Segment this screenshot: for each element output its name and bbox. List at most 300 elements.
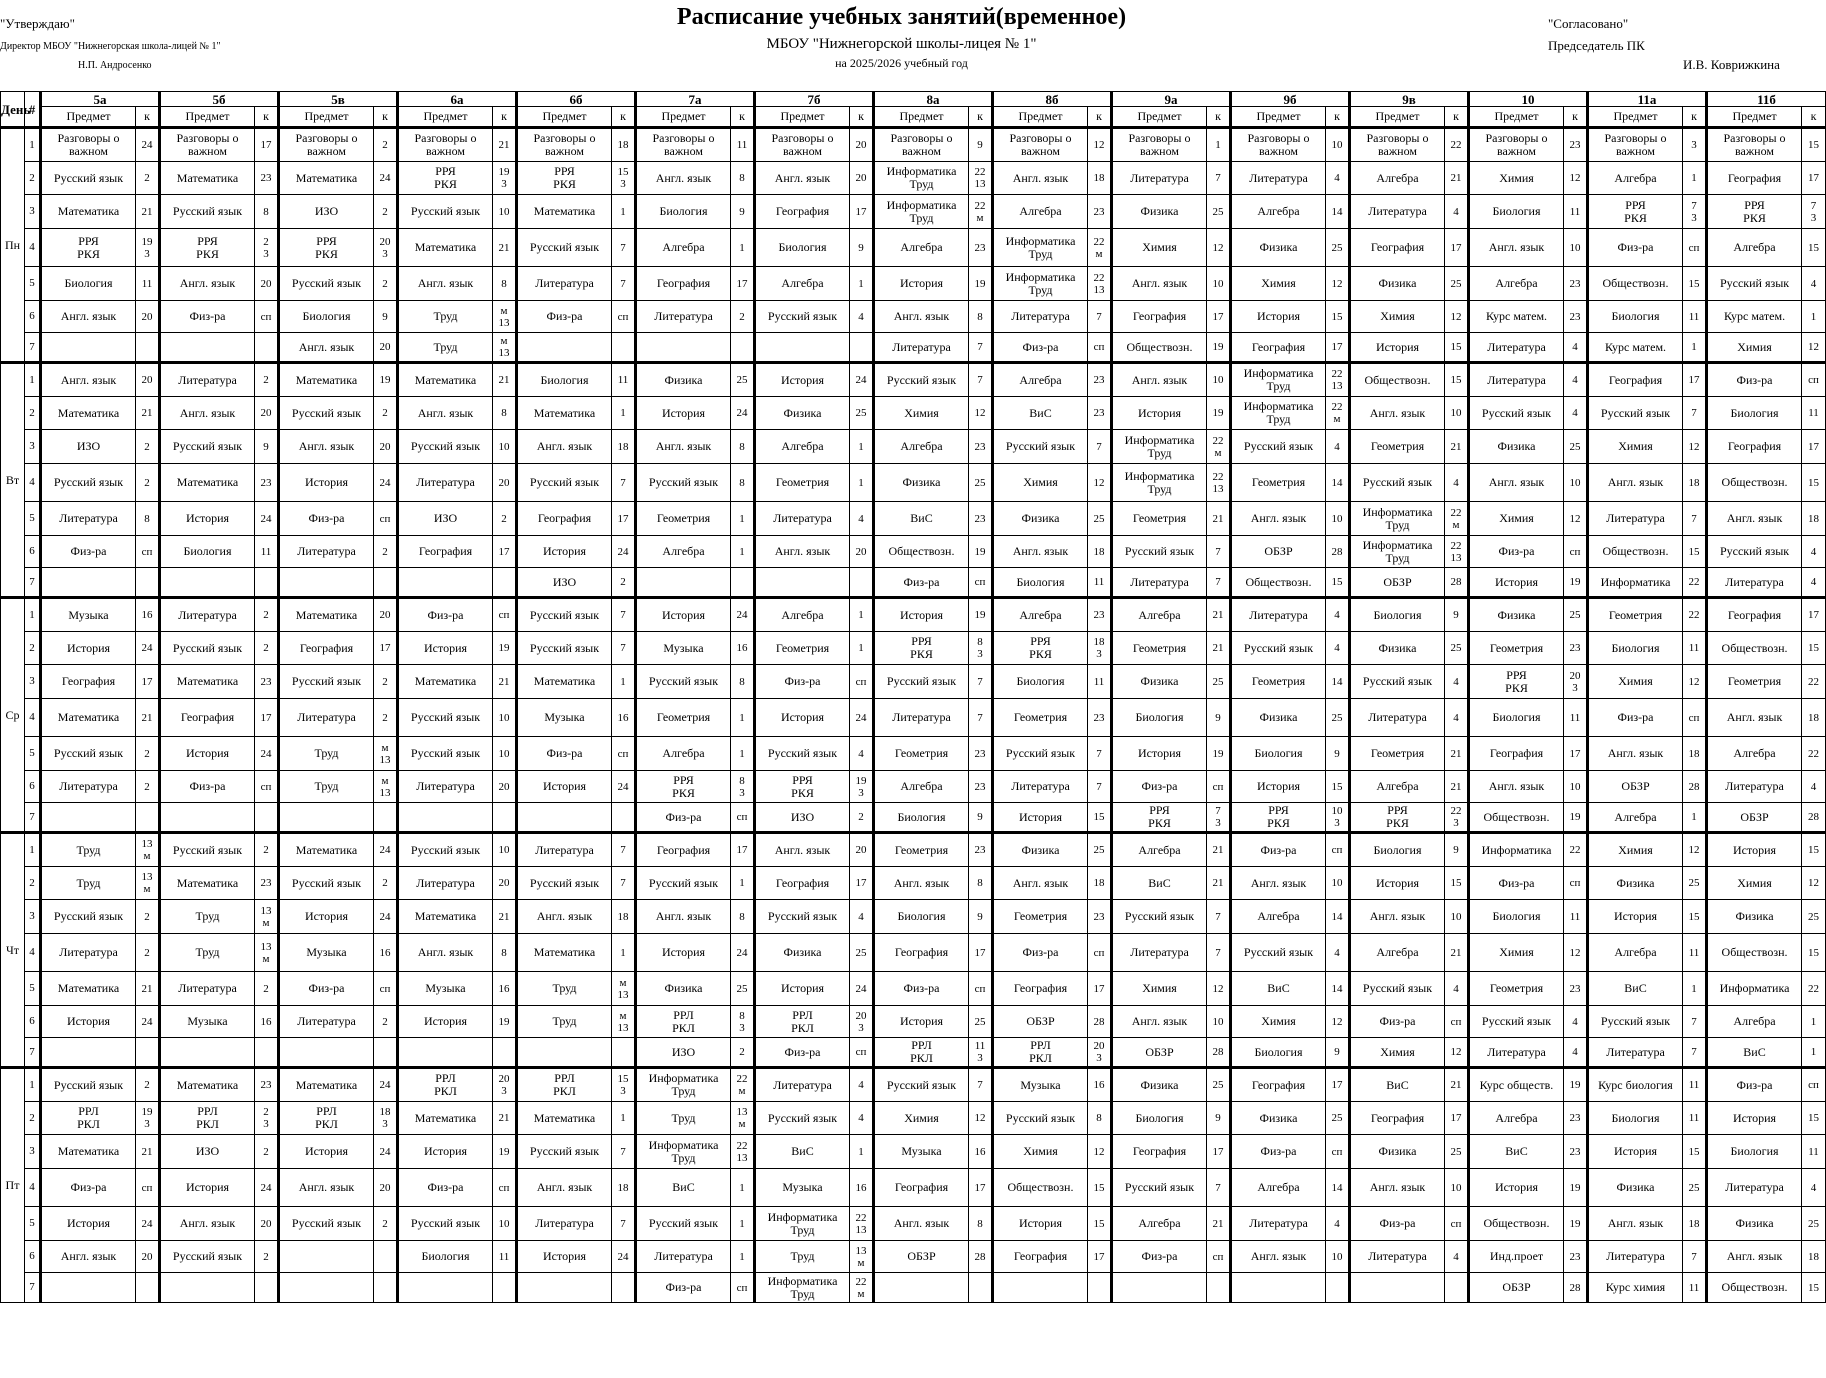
subject-cell: Химия [993, 1135, 1088, 1169]
subject-cell: Химия [874, 397, 969, 430]
subject-cell: Обществозн. [1588, 267, 1683, 301]
room-cell: 13 м [731, 1102, 755, 1135]
room-cell: 17 [255, 128, 279, 162]
room-cell: 25 [1326, 229, 1350, 267]
room-cell: 17 [1445, 229, 1469, 267]
subject-cell: Обществозн. [1112, 333, 1207, 363]
subject-cell: Труд [517, 1006, 612, 1038]
subject-cell: Физ-ра [398, 598, 493, 632]
room-cell: 1 [731, 737, 755, 771]
room-cell: 15 [1088, 1169, 1112, 1207]
room-cell: 22 13 [731, 1135, 755, 1169]
room-cell: м 13 [374, 771, 398, 803]
subject-cell: Алгебра [636, 737, 731, 771]
room-cell: 8 [493, 397, 517, 430]
room-cell: 18 [612, 900, 636, 934]
subject-cell: Англ. язык [279, 333, 374, 363]
room-cell: 20 3 [1088, 1038, 1112, 1068]
subject-cell: РРЯ РКЯ [398, 162, 493, 195]
room-cell: 22 м [850, 1273, 874, 1303]
subject-cell: Обществозн. [1350, 363, 1445, 397]
room-cell: 7 [1207, 934, 1231, 972]
subject-column-header: Предмет [1707, 107, 1802, 128]
subject-cell: ВиС [1588, 972, 1683, 1006]
room-cell: 12 [1207, 972, 1231, 1006]
subject-cell: Физика [636, 363, 731, 397]
subject-cell: ВиС [755, 1135, 850, 1169]
room-cell: 8 [731, 665, 755, 699]
subject-cell: Литература [279, 1006, 374, 1038]
room-cell [493, 1273, 517, 1303]
subject-cell: Алгебра [1707, 229, 1802, 267]
room-cell: 22 13 [969, 162, 993, 195]
room-cell: 18 [612, 1169, 636, 1207]
room-cell: 11 3 [969, 1038, 993, 1068]
subject-cell: РРЛ РКЛ [755, 1006, 850, 1038]
subject-cell: Физика [993, 502, 1088, 536]
room-cell: 20 [255, 267, 279, 301]
subject-cell: Математика [41, 1135, 136, 1169]
room-cell: 17 [1088, 1241, 1112, 1273]
room-cell: 21 [136, 397, 160, 430]
subject-cell: Англ. язык [398, 397, 493, 430]
subject-cell: Алгебра [1350, 771, 1445, 803]
subject-cell: РРЛ РКЛ [993, 1038, 1088, 1068]
subject-cell [41, 1273, 136, 1303]
room-cell: 21 [1207, 502, 1231, 536]
room-cell: 4 [1326, 162, 1350, 195]
room-cell: 21 [493, 128, 517, 162]
subject-cell: География [1350, 1102, 1445, 1135]
lesson-number: 4 [25, 934, 41, 972]
subject-cell: Труд [636, 1102, 731, 1135]
subject-cell: Геометрия [993, 699, 1088, 737]
subject-cell: Разговоры о важном [1588, 128, 1683, 162]
room-cell: 21 [1445, 934, 1469, 972]
subject-cell: Физ-ра [755, 1038, 850, 1068]
lesson-number: 4 [25, 464, 41, 502]
subject-cell: Обществозн. [1707, 464, 1802, 502]
room-cell: 25 [1564, 430, 1588, 464]
subject-cell: Биология [755, 229, 850, 267]
subject-cell: Труд [279, 737, 374, 771]
room-cell: 10 [1445, 397, 1469, 430]
room-cell: 22 м [1207, 430, 1231, 464]
subject-cell: Англ. язык [1112, 267, 1207, 301]
subject-cell: Химия [993, 464, 1088, 502]
room-cell: 12 [969, 397, 993, 430]
room-cell: 21 [1207, 598, 1231, 632]
subject-cell: РРЛ РКЛ [874, 1038, 969, 1068]
room-cell: 11 [612, 363, 636, 397]
room-cell: сп [374, 972, 398, 1006]
room-cell: 23 [255, 162, 279, 195]
room-cell: 18 [1802, 699, 1826, 737]
subject-cell: Разговоры о важном [517, 128, 612, 162]
room-cell: 13 м [136, 833, 160, 867]
subject-cell: История [1350, 867, 1445, 900]
room-cell: 8 [1088, 1102, 1112, 1135]
room-cell: 25 [1207, 665, 1231, 699]
subject-cell: Труд [41, 833, 136, 867]
room-cell: сп [255, 301, 279, 333]
room-cell [374, 803, 398, 833]
room-cell: 13 м [255, 900, 279, 934]
subject-cell: Литература [1469, 333, 1564, 363]
subject-cell: История [993, 803, 1088, 833]
room-cell: 2 [374, 267, 398, 301]
subject-cell: Труд [755, 1241, 850, 1273]
room-cell: 18 [1088, 536, 1112, 568]
room-cell: 17 [612, 502, 636, 536]
room-cell: 7 [612, 833, 636, 867]
room-cell: 2 [850, 803, 874, 833]
subject-cell: ОБЗР [874, 1241, 969, 1273]
subject-cell: Русский язык [1469, 1006, 1564, 1038]
subject-cell [1112, 1273, 1207, 1303]
room-cell: 28 [969, 1241, 993, 1273]
room-cell: 12 [1802, 867, 1826, 900]
room-cell: 18 3 [374, 1102, 398, 1135]
subject-cell: Труд [517, 972, 612, 1006]
subject-cell: РРЯ РКЯ [874, 632, 969, 665]
subject-cell: ИЗО [755, 803, 850, 833]
room-cell: 15 [1802, 229, 1826, 267]
subject-cell: Физ-ра [1231, 1135, 1326, 1169]
room-cell: 22 [1445, 128, 1469, 162]
room-cell: 28 [1564, 1273, 1588, 1303]
room-cell: 7 3 [1683, 195, 1707, 229]
subject-cell: Математика [41, 699, 136, 737]
room-cell: 4 [1802, 568, 1826, 598]
room-cell: 19 [1207, 397, 1231, 430]
room-cell: 20 [850, 128, 874, 162]
lesson-number: 2 [25, 867, 41, 900]
room-cell: 2 [374, 1006, 398, 1038]
subject-cell: Музыка [160, 1006, 255, 1038]
room-cell: 10 3 [1326, 803, 1350, 833]
subject-cell: История [160, 737, 255, 771]
room-cell: 19 [969, 598, 993, 632]
subject-cell: Русский язык [41, 464, 136, 502]
room-cell: 7 [1683, 1006, 1707, 1038]
room-column-header: к [1683, 107, 1707, 128]
room-cell: 19 3 [850, 771, 874, 803]
subject-cell: Биология [993, 665, 1088, 699]
room-cell: 24 [255, 1169, 279, 1207]
subject-cell: Музыка [993, 1068, 1088, 1102]
room-cell: 4 [1564, 333, 1588, 363]
subject-cell: География [874, 1169, 969, 1207]
room-cell: 20 3 [493, 1068, 517, 1102]
room-column-header: к [255, 107, 279, 128]
room-cell: 17 [1802, 162, 1826, 195]
subject-cell: История [41, 1207, 136, 1241]
room-cell: 18 [1683, 464, 1707, 502]
subject-cell: Информатика Труд [1350, 502, 1445, 536]
room-cell: 20 3 [374, 229, 398, 267]
subject-cell: Русский язык [1588, 397, 1683, 430]
room-cell: 2 [136, 1068, 160, 1102]
subject-cell: Химия [1469, 934, 1564, 972]
subject-cell: Химия [1231, 1006, 1326, 1038]
room-cell: 23 [255, 867, 279, 900]
subject-cell: Русский язык [398, 430, 493, 464]
room-cell: 7 [1683, 397, 1707, 430]
subject-cell: Химия [1588, 665, 1683, 699]
room-cell: 2 [493, 502, 517, 536]
subject-cell: Русский язык [398, 1207, 493, 1241]
subject-cell: Биология [1707, 1135, 1802, 1169]
subject-cell: Англ. язык [874, 301, 969, 333]
subject-cell: Математика [398, 665, 493, 699]
room-cell: 16 [612, 699, 636, 737]
subject-cell: История [41, 1006, 136, 1038]
room-cell: 24 [612, 771, 636, 803]
class-header: 6б [517, 92, 636, 107]
subject-cell: Химия [1469, 162, 1564, 195]
subject-cell: Информатика Труд [1350, 536, 1445, 568]
room-cell: 28 [1326, 536, 1350, 568]
room-cell: 16 [374, 934, 398, 972]
room-cell: 1 [850, 598, 874, 632]
room-cell: 17 [1207, 301, 1231, 333]
lesson-number: 3 [25, 195, 41, 229]
subject-cell: Англ. язык [160, 397, 255, 430]
subject-cell: Физ-ра [160, 301, 255, 333]
room-cell: 22 [1802, 972, 1826, 1006]
subject-cell: Литература [1469, 1038, 1564, 1068]
room-cell: 15 [1445, 333, 1469, 363]
room-cell: 20 [255, 397, 279, 430]
subject-cell: Физика [1231, 699, 1326, 737]
subject-cell: ВиС [1469, 1135, 1564, 1169]
room-cell: 21 [1207, 632, 1231, 665]
room-cell: м 13 [493, 333, 517, 363]
subject-cell: Курс химия [1588, 1273, 1683, 1303]
room-cell: 2 [374, 195, 398, 229]
room-cell: 2 [255, 972, 279, 1006]
subject-cell: Алгебра [1112, 598, 1207, 632]
room-cell: 7 [1088, 301, 1112, 333]
room-cell: 17 [1445, 1102, 1469, 1135]
agreed-label: "Согласовано" [1548, 16, 1629, 31]
subject-cell: История [160, 1169, 255, 1207]
schedule-table-wrapper [0, 91, 1826, 1303]
subject-cell: История [755, 699, 850, 737]
room-cell: 7 [1088, 737, 1112, 771]
subject-cell: Математика [517, 195, 612, 229]
subject-cell: Информатика [1707, 972, 1802, 1006]
subject-cell: Химия [1231, 267, 1326, 301]
subject-cell [41, 1038, 136, 1068]
subject-cell: Англ. язык [1588, 1207, 1683, 1241]
subject-cell: Англ. язык [1707, 502, 1802, 536]
director-label: Директор МБОУ "Нижнегорская школа-лицей № 1" [0, 41, 221, 52]
room-column-header: к [1445, 107, 1469, 128]
subject-cell [160, 803, 255, 833]
subject-cell: Русский язык [279, 665, 374, 699]
room-cell: 17 [493, 536, 517, 568]
subject-cell: Физ-ра [1707, 363, 1802, 397]
room-cell: 24 [612, 536, 636, 568]
room-cell: 10 [1445, 900, 1469, 934]
room-cell: 19 [1207, 333, 1231, 363]
subject-cell: Русский язык [517, 598, 612, 632]
room-cell: 25 [1445, 632, 1469, 665]
subject-cell: Разговоры о важном [1112, 128, 1207, 162]
subject-cell: ВиС [1231, 972, 1326, 1006]
room-cell: 8 [731, 464, 755, 502]
subject-cell: География [1707, 430, 1802, 464]
room-cell: 24 [255, 737, 279, 771]
room-cell: 2 [374, 128, 398, 162]
subject-cell: Информатика Труд [1231, 397, 1326, 430]
subject-cell: Литература [398, 771, 493, 803]
subject-cell: Геометрия [1112, 502, 1207, 536]
room-cell: 23 [969, 833, 993, 867]
subject-cell: Физика [755, 934, 850, 972]
subject-cell: Русский язык [636, 464, 731, 502]
room-cell: м 13 [374, 737, 398, 771]
room-cell: 11 [731, 128, 755, 162]
room-cell: 23 [1564, 1241, 1588, 1273]
room-cell: 17 [1326, 333, 1350, 363]
room-cell: 7 [969, 665, 993, 699]
room-cell: 18 [612, 128, 636, 162]
subject-cell [755, 568, 850, 598]
subject-cell: Информатика Труд [1112, 430, 1207, 464]
room-cell: 12 [1564, 162, 1588, 195]
subject-cell: Англ. язык [1231, 502, 1326, 536]
subject-cell: Англ. язык [1707, 1241, 1802, 1273]
subject-cell: Литература [1231, 1207, 1326, 1241]
room-cell: 10 [1326, 502, 1350, 536]
subject-cell: Информатика [1588, 568, 1683, 598]
subject-cell [636, 333, 731, 363]
subject-cell: Алгебра [1588, 162, 1683, 195]
subject-cell: Биология [1112, 1102, 1207, 1135]
room-cell: 24 [255, 502, 279, 536]
room-cell: сп [1326, 833, 1350, 867]
room-cell: 10 [493, 195, 517, 229]
room-cell: 21 [136, 972, 160, 1006]
room-cell: 7 [1207, 568, 1231, 598]
class-header: 7б [755, 92, 874, 107]
subject-cell: Англ. язык [1588, 464, 1683, 502]
subject-cell: Геометрия [993, 900, 1088, 934]
room-cell [493, 803, 517, 833]
room-cell: 15 [1326, 568, 1350, 598]
subject-cell: История [874, 1006, 969, 1038]
subject-cell: РРЯ РКЯ [41, 229, 136, 267]
room-cell: 21 [136, 699, 160, 737]
room-cell: 18 [1802, 502, 1826, 536]
subject-cell: Литература [517, 833, 612, 867]
room-cell [136, 1273, 160, 1303]
subject-cell: Физ-ра [1588, 699, 1683, 737]
subject-cell: История [874, 267, 969, 301]
room-cell: 21 [136, 195, 160, 229]
lesson-number: 5 [25, 267, 41, 301]
room-cell: 24 [136, 1006, 160, 1038]
subject-cell: Физ-ра [1231, 833, 1326, 867]
subject-cell: Русский язык [398, 737, 493, 771]
subject-cell: Физ-ра [1350, 1207, 1445, 1241]
day-name: Чт [1, 833, 25, 1068]
subject-cell: История [1707, 1102, 1802, 1135]
director-name: Н.П. Андросенко [78, 60, 152, 71]
room-cell: 15 3 [612, 162, 636, 195]
room-cell: сп [1802, 363, 1826, 397]
subject-cell: Физ-ра [874, 568, 969, 598]
room-cell: 4 [1564, 397, 1588, 430]
subject-cell: Русский язык [398, 699, 493, 737]
subject-cell: Геометрия [1707, 665, 1802, 699]
subject-cell: Геометрия [1112, 632, 1207, 665]
subject-cell: География [1588, 363, 1683, 397]
room-cell: 1 [850, 1135, 874, 1169]
subject-cell: ИЗО [160, 1135, 255, 1169]
room-cell: 15 3 [612, 1068, 636, 1102]
room-cell: 12 [1326, 1006, 1350, 1038]
room-cell: 17 [1683, 363, 1707, 397]
subject-cell [41, 803, 136, 833]
subject-cell: Химия [1469, 502, 1564, 536]
room-cell: 11 [255, 536, 279, 568]
lesson-number: 6 [25, 1241, 41, 1273]
room-cell: м 13 [493, 301, 517, 333]
room-cell: 4 [1445, 699, 1469, 737]
room-cell: 10 [493, 699, 517, 737]
subject-cell: Биология [1588, 301, 1683, 333]
room-cell: 2 [136, 737, 160, 771]
subject-cell: Химия [1350, 1038, 1445, 1068]
subject-cell: Математика [279, 162, 374, 195]
subject-cell: Физ-ра [1469, 867, 1564, 900]
room-cell: 2 [255, 598, 279, 632]
subject-cell: Литература [160, 972, 255, 1006]
room-cell: 1 [850, 267, 874, 301]
room-cell: 18 3 [1088, 632, 1112, 665]
subject-cell: Физ-ра [874, 972, 969, 1006]
class-header: 11б [1707, 92, 1826, 107]
room-cell: 2 [136, 162, 160, 195]
lesson-number: 4 [25, 229, 41, 267]
room-cell: 25 [1326, 699, 1350, 737]
room-cell: 13 м [850, 1241, 874, 1273]
room-cell: 4 [1326, 1207, 1350, 1241]
subject-cell: Биология [1469, 699, 1564, 737]
room-cell: 1 [1802, 1038, 1826, 1068]
room-cell: 10 [1326, 1241, 1350, 1273]
subject-cell: Англ. язык [993, 867, 1088, 900]
subject-cell: Русский язык [1112, 1169, 1207, 1207]
room-cell: 1 [1802, 301, 1826, 333]
room-cell: 12 [1088, 128, 1112, 162]
room-cell: 1 [1802, 1006, 1826, 1038]
subject-cell: Русский язык [1112, 900, 1207, 934]
subject-cell: Разговоры о важном [1469, 128, 1564, 162]
approve-label: "Утверждаю" [0, 16, 75, 31]
room-cell: 19 [1564, 803, 1588, 833]
subject-cell: Математика [41, 972, 136, 1006]
subject-cell: Музыка [517, 699, 612, 737]
room-cell: 21 [1445, 737, 1469, 771]
subject-cell: Англ. язык [398, 267, 493, 301]
room-cell: 19 [493, 1006, 517, 1038]
room-cell: 11 [136, 267, 160, 301]
